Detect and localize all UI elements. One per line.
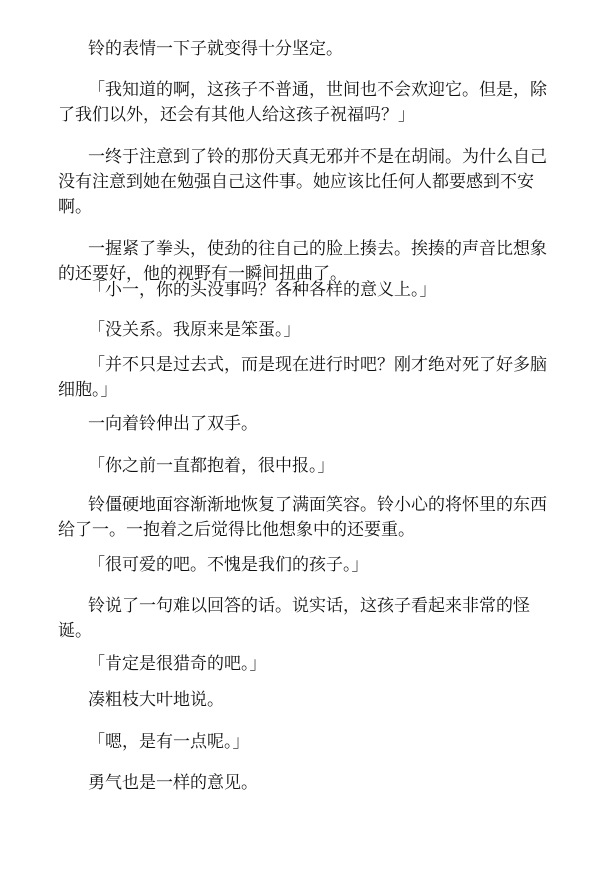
paragraph-7: 「并不只是过去式，而是现在进行时吧？刚才绝对死了好多脑细胞。」 [58, 355, 547, 400]
paragraph-13: 「肯定是很猎奇的吧。」 [88, 654, 267, 674]
paragraph-1: 铃的表情一下子就变得十分坚定。 [88, 39, 343, 59]
paragraph-3: 一终于注意到了铃的那份天真无邪并不是在胡闹。为什么自己没有注意到她在勉强自己这件事。她应该比任何人都要感到不安啊。 [58, 147, 547, 217]
paragraph-11: 「很可爱的吧。不愧是我们的孩子。」 [88, 555, 369, 575]
paragraph-14: 凑粗枝大叶地说。 [88, 690, 224, 710]
paragraph-10: 铃僵硬地面容渐渐地恢复了满面笑容。铃小心的将怀里的东西给了一。一抱着之后觉得比他想象中的还要重。 [58, 495, 547, 540]
paragraph-6: 「没关系。我原来是笨蛋。」 [88, 320, 301, 340]
paragraph-12: 铃说了一句难以回答的话。说实话，这孩子看起来非常的怪诞。 [58, 596, 530, 641]
paragraph-15: 「嗯，是有一点呢。」 [88, 732, 250, 752]
paragraph-9: 「你之前一直都抱着，很中报。」 [88, 456, 335, 476]
paragraph-8: 一向着铃伸出了双手。 [88, 414, 258, 434]
paragraph-4: 一握紧了拳头，使劲的往自己的脸上揍去。挨揍的声音比想象的还要好，他的视野有一瞬间扭曲了。 [58, 239, 547, 284]
paragraph-2: 「我知道的啊，这孩子不普通，世间也不会欢迎它。但是，除了我们以外，还会有其他人给这孩子祝福吗？」 [58, 80, 547, 125]
paragraph-5: 「小一，你的头没事吗？各种各样的意义上。」 [88, 280, 437, 300]
paragraph-16: 勇气也是一样的意见。 [88, 773, 258, 793]
